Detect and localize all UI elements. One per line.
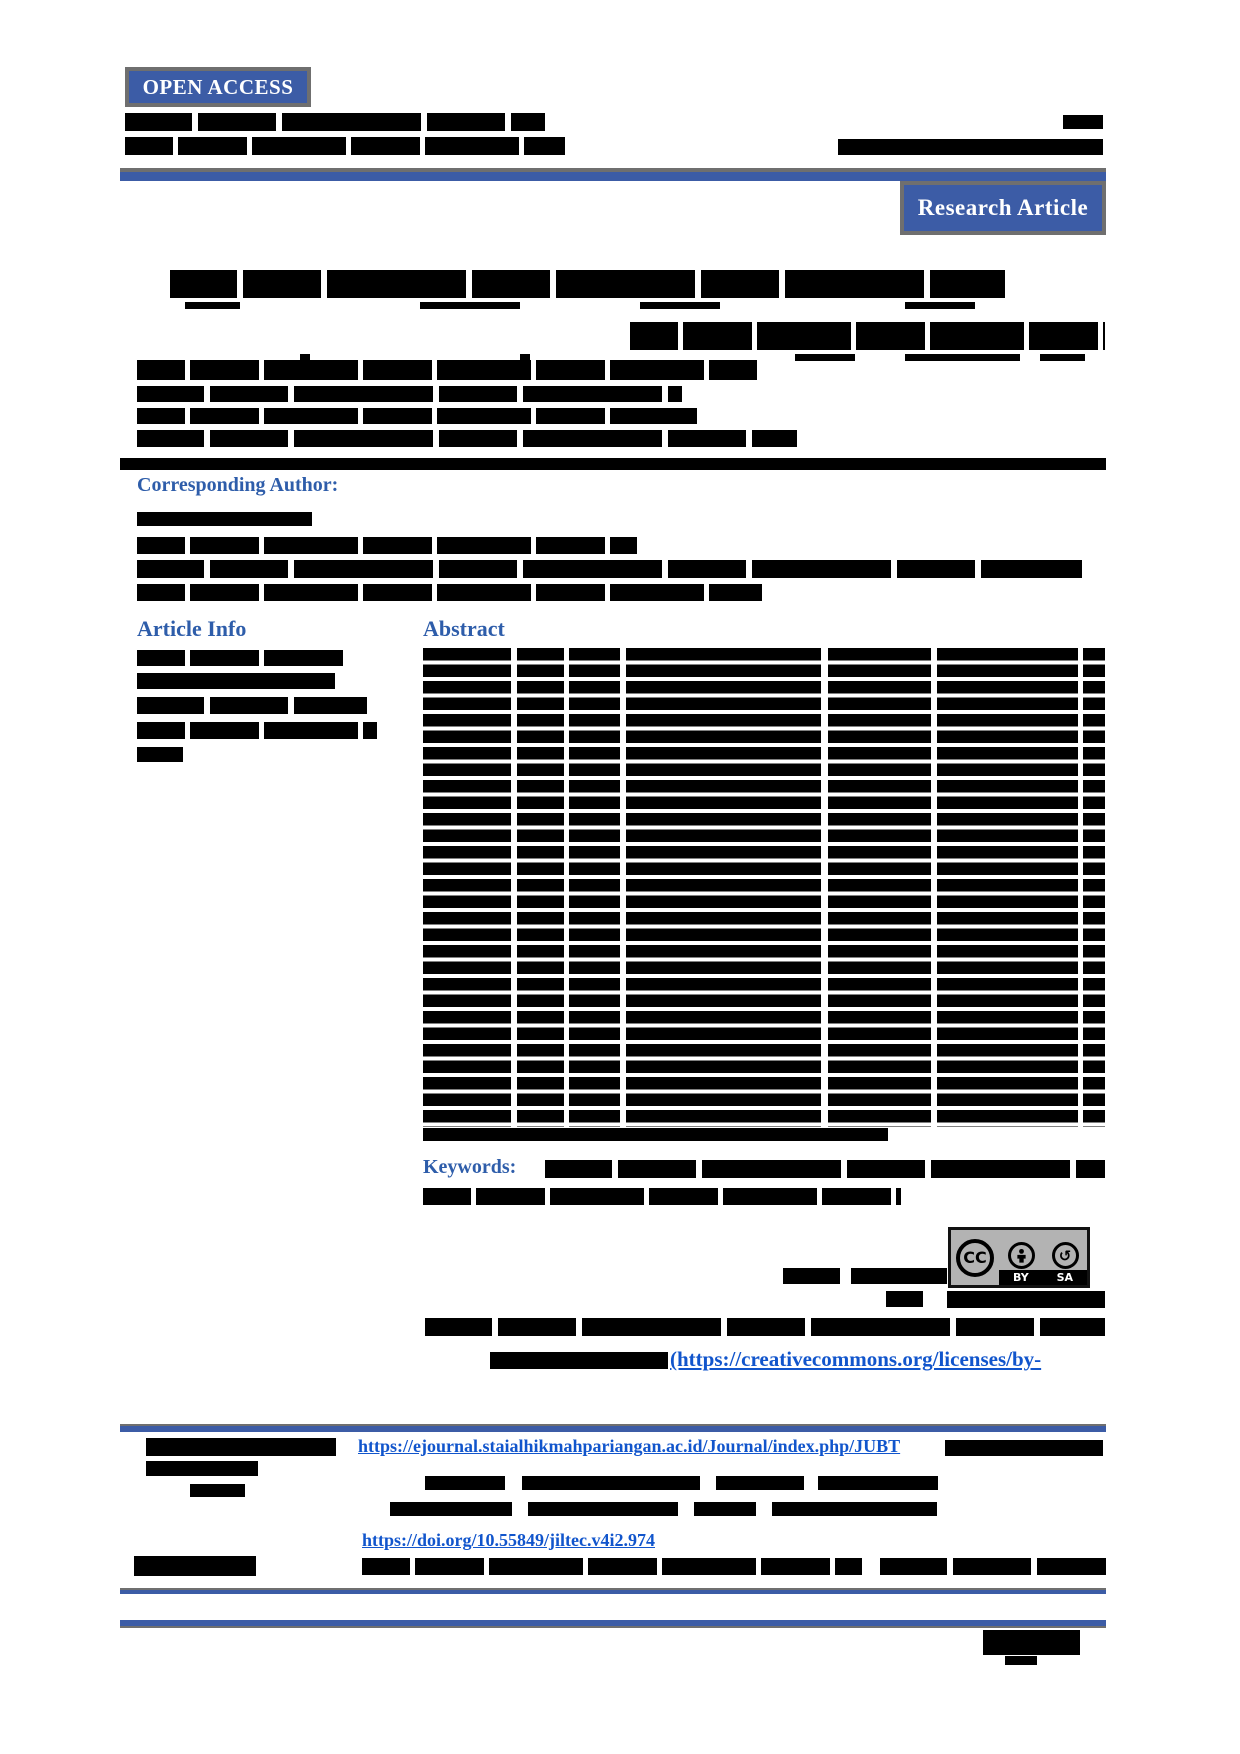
- redacted-license-line: [425, 1318, 1105, 1336]
- footer-rule-bottom-gray: [120, 1626, 1106, 1628]
- by-person-icon: [1008, 1242, 1035, 1269]
- redacted-footer-label: [190, 1484, 245, 1497]
- redacted-keywords-line: [423, 1188, 901, 1205]
- redacted-footer-line: [522, 1476, 700, 1490]
- article-info-heading: Article Info: [137, 616, 247, 641]
- redacted-title-line-1: [170, 270, 1005, 298]
- redacted-footer-line: [390, 1502, 512, 1516]
- redacted-title-line-2: [630, 322, 1105, 350]
- by-label: BY: [1012, 1271, 1029, 1284]
- redacted-abstract-block: [423, 648, 1105, 1127]
- redacted-author-line: [137, 360, 757, 380]
- research-article-label: Research Article: [917, 195, 1089, 220]
- redacted-corresponding-author-line: [137, 560, 1082, 578]
- redacted-journal-info-line: [125, 137, 565, 155]
- journal-homepage-link[interactable]: https://ejournal.staialhikmahpariangan.ac.id/Journal/index.php/JUBT: [358, 1436, 901, 1456]
- cc-license-badge[interactable]: [948, 1227, 1090, 1288]
- redacted-title-mark: [1040, 354, 1085, 361]
- redacted-article-info-line: [137, 722, 377, 739]
- redacted-article-info-line: [137, 673, 335, 689]
- redacted-affiliation-line: [137, 408, 697, 424]
- redacted-journal-title-line: [125, 113, 545, 131]
- research-article-badge: [900, 181, 1106, 235]
- redacted-title-mark: [905, 354, 1020, 361]
- redacted-affiliation-line: [137, 430, 797, 447]
- redacted-license-line: [886, 1291, 923, 1307]
- redacted-journal-issue: [1063, 115, 1103, 129]
- open-access-badge: [125, 67, 311, 107]
- redacted-page-number-mark: [1005, 1656, 1037, 1665]
- redacted-title-mark: [185, 302, 240, 309]
- corresponding-author-heading: Corresponding Author:: [137, 474, 339, 496]
- redacted-license-line: [783, 1268, 840, 1284]
- redacted-author-superscript: [300, 354, 310, 361]
- footer-rule-middle-blue: [120, 1590, 1106, 1594]
- cc-strip: [999, 1270, 1087, 1285]
- redacted-abstract-last-line: [423, 1128, 888, 1141]
- redacted-corresponding-author-line: [137, 584, 762, 601]
- redacted-footer-label: [134, 1556, 256, 1576]
- redacted-footer-line: [716, 1476, 804, 1490]
- header-rule: [120, 168, 1106, 181]
- footer-rule-top-blue: [120, 1426, 1106, 1432]
- redacted-footer-label: [146, 1438, 336, 1456]
- section-divider-bar: [120, 458, 1106, 470]
- redacted-title-mark: [795, 354, 855, 361]
- redacted-page-number: [983, 1630, 1080, 1655]
- redacted-footer-line: [880, 1558, 1106, 1575]
- doi-link[interactable]: https://doi.org/10.55849/jiltec.v4i2.974: [362, 1530, 655, 1550]
- footer-rule-top: [120, 1424, 1106, 1432]
- redacted-license-line: [947, 1291, 1105, 1308]
- redacted-footer-line: [772, 1502, 937, 1516]
- footer-rule-bottom: [120, 1620, 1106, 1628]
- sa-label: SA: [1056, 1271, 1074, 1284]
- redacted-journal-info-right: [838, 139, 1103, 155]
- footer-rule-middle: [120, 1588, 1106, 1594]
- cc-icon: CC: [956, 1239, 994, 1277]
- redacted-title-mark: [420, 302, 520, 309]
- redacted-footer-line: [818, 1476, 938, 1490]
- open-access-label: OPEN ACCESS: [142, 74, 294, 99]
- keywords-heading: Keywords:: [423, 1156, 517, 1178]
- redacted-license-line: [851, 1268, 947, 1284]
- redacted-corresponding-author-name: [137, 512, 312, 526]
- redacted-footer-line: [694, 1502, 756, 1516]
- cc-badge-right: [999, 1230, 1087, 1285]
- redacted-title-mark: [640, 302, 720, 309]
- redacted-article-info-line: [137, 650, 343, 666]
- redacted-footer-line: [425, 1476, 505, 1490]
- abstract-heading: Abstract: [423, 616, 505, 641]
- redacted-footer-line: [528, 1502, 678, 1516]
- redacted-title-mark: [905, 302, 975, 309]
- sa-icon: ↺: [1052, 1242, 1079, 1269]
- redacted-license-line: [490, 1352, 668, 1369]
- header-rule-blue: [120, 172, 1106, 181]
- redacted-affiliation-line: [137, 386, 682, 402]
- license-link[interactable]: (https://creativecommons.org/licenses/by-: [670, 1347, 1042, 1371]
- redacted-footer-line: [362, 1558, 862, 1575]
- redacted-footer-line: [945, 1440, 1103, 1456]
- redacted-article-info-line: [137, 747, 183, 762]
- redacted-keywords-line: [545, 1160, 1105, 1178]
- redacted-footer-label: [146, 1461, 258, 1476]
- redacted-corresponding-author-line: [137, 537, 637, 554]
- redacted-author-superscript: [520, 354, 530, 361]
- redacted-article-info-line: [137, 697, 367, 714]
